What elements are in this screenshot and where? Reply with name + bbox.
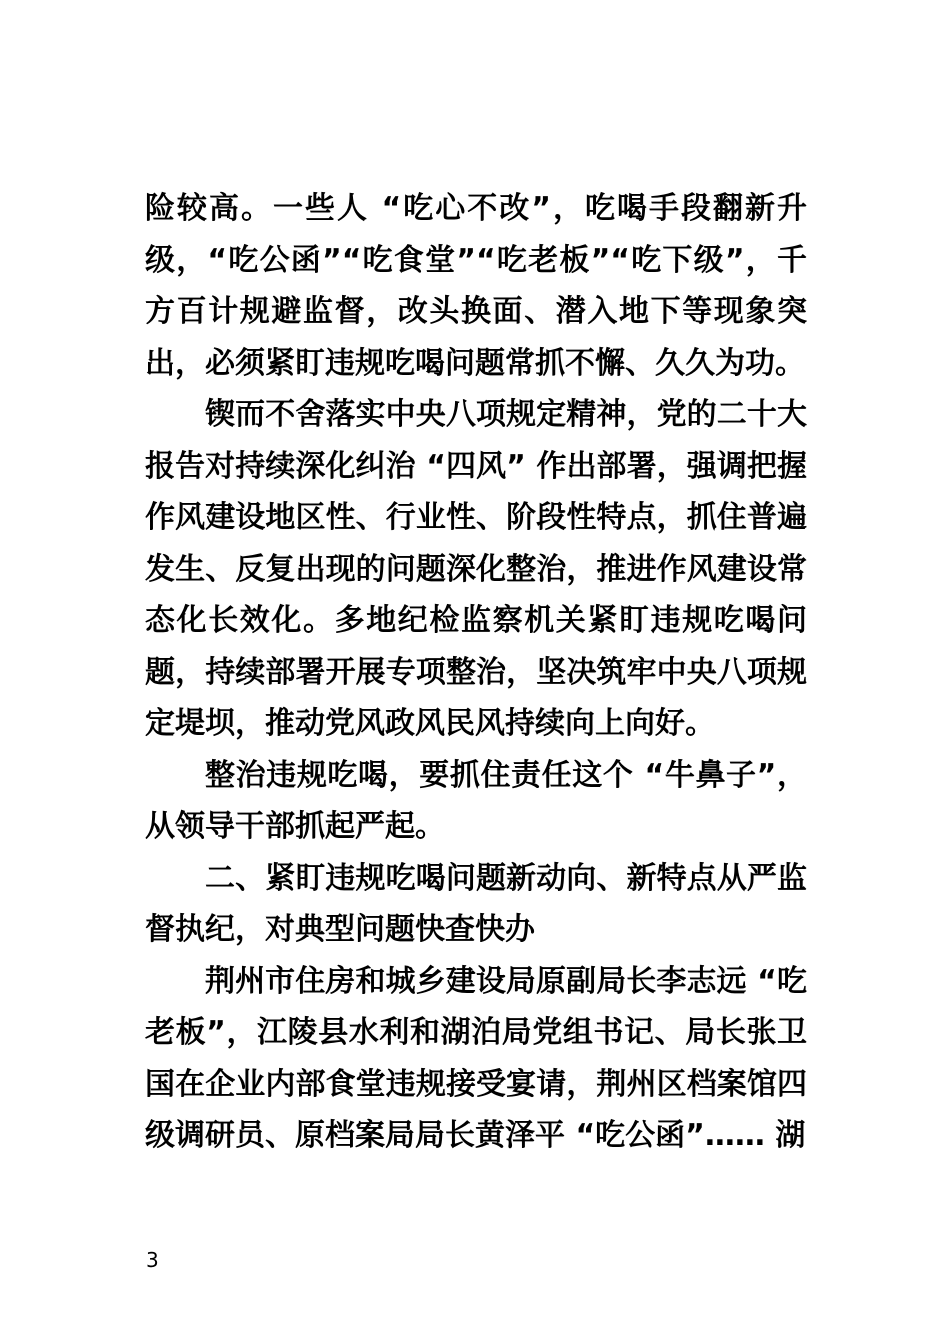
paragraph-1: 险较高。一些人 “吃心不改”，吃喝手段翻新升级，“吃公函”“吃食堂”“吃老板”“吃下级”，千方百计规避监督，改头换面、潜入地下等现象突出，必须紧盯违规吃喝问题常抓不懈、久久为功。 <box>145 191 807 381</box>
paragraph-4: 荆州市住房和城乡建设局原副局长李志远 “吃老板”，江陵县水利和湖泊局党组书记、局长张卫国在企业内部食堂违规接受宴请，荆州区档案馆四级调研员、原档案局局长黄泽平 “吃公函”…… 湖 <box>145 963 807 1153</box>
document-body <box>145 183 807 1162</box>
section-heading: 二、紧盯违规吃喝问题新动向、新特点从严监督执纪，对典型问题快查快办 <box>145 860 807 947</box>
paragraph-3: 整治违规吃喝，要抓住责任这个 “牛鼻子”，从领导干部抓起严起。 <box>145 757 807 844</box>
paragraph-2: 锲而不舍落实中央八项规定精神，党的二十大报告对持续深化纠治 “四风” 作出部署，强调把握作风建设地区性、行业性、阶段性特点，抓住普遍发生、反复出现的问题深化整治，推进作风建设常态化长效化。多地纪检监察机关紧盯违规吃喝问题，持续部署开展专项整治，坚决筑牢中央八项规定堤坝，推动党风政风民风持续向上向好。 <box>145 397 807 741</box>
page-number: 3 <box>146 1248 159 1272</box>
